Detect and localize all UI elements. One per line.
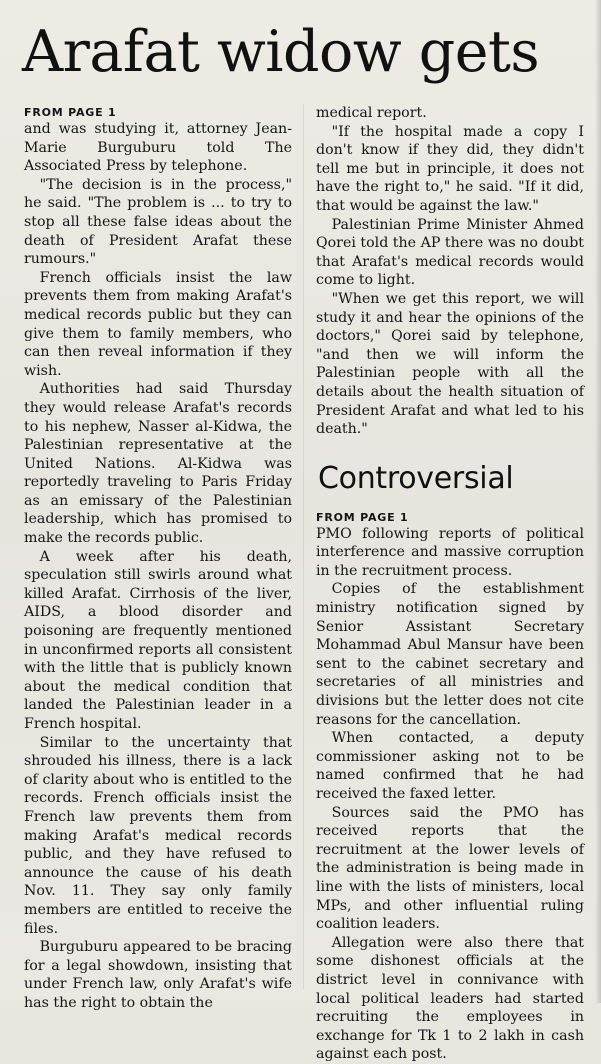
kicker-from-page-1: FROM PAGE 1	[24, 106, 117, 119]
paragraph: Palestinian Prime Minister Ahmed Qorei told the AP there was no doubt that Arafat's medical records would come to light.	[316, 216, 584, 289]
paragraph: "If the hospital made a copy I don't know if they did, they didn't tell me but in principle, it does not have the right to," he said. "If it did, that would be against the law."	[316, 123, 584, 214]
paragraph: When contacted, a deputy commissioner asking not to be named confirmed that he had received the faxed letter.	[316, 730, 584, 802]
paragraph: Similar to the uncertainty that shrouded his illness, there is a lack of clarity about who is entitled to the records. French officials insist the French law prevents them from making Arafat's medical records public, and they have refused to announce the cause of his death Nov. 11. They say only family members are entitled to receive the files.	[24, 734, 292, 937]
paragraph: Burguburu appeared to be bracing for a legal showdown, insisting that under French law, only Arafat's wife has the right to obtain the	[24, 939, 292, 1011]
paragraph: Copies of the establishment ministry notification signed by Senior Assistant Secretary Mohammad Abul Mansur have been sent to the cabinet secretary and secretaries of all ministries and divisions but the letter does not cite reasons for the cancellation.	[316, 581, 584, 728]
paragraph: medical report.	[316, 105, 427, 121]
article-column-left	[24, 104, 292, 1013]
column-divider	[303, 104, 304, 989]
headline-arafat: Arafat widow gets	[22, 19, 540, 85]
paragraph: Sources said the PMO has received reports that the recruitment at the lower levels of the administration is being made in line with the lists of ministers, local MPs, and other influential ruling coalition leaders.	[316, 804, 584, 933]
page-edge-shadow	[595, 0, 601, 1003]
kicker-from-page-1: FROM PAGE 1	[316, 510, 409, 524]
paragraph: French officials insist the law prevents them from making Arafat's medical records public but they can give them to family members, who can then reveal information if they wish.	[24, 269, 292, 379]
paragraph: PMO following reports of political interference and massive corruption in the recruitment process.	[316, 525, 584, 579]
headline-controversial: Controversial	[318, 460, 514, 496]
paragraph: and was studying it, attorney Jean-Marie Burguburu told The Associated Press by telephone.	[24, 121, 292, 175]
paragraph: Allegation were also there that some dishonest officials at the district level in connivance with local political leaders had started recruiting the employees in exchange for Tk 1 to 2 lakh in cash against each post.	[316, 934, 584, 1063]
paragraph: "The decision is in the process," he said. "The problem is ... to try to stop all these false ideas about the death of President Arafat these rumours."	[24, 176, 292, 268]
paragraph: A week after his death, speculation still swirls around what killed Arafat. Cirrhosis of the liver, AIDS, a blood disorder and poisoning are frequently mentioned in unconfirmed reports all consistent with the little that is publicly known about the medical condition that landed the Palestinian leader in a French hospital.	[24, 548, 292, 732]
paragraph: "When we get this report, we will study it and hear the opinions of the doctors," Qorei said by telephone, "and then we will inform the Palestinian people with all the details about the health situation of President Arafat and what led to his death."	[316, 290, 584, 438]
paragraph: Authorities had said Thursday they would release Arafat's records to his nephew, Nasser al-Kidwa, the Palestinian representative at the United Nations. Al-Kidwa was reportedly traveling to Paris Friday as an emissary of the Palestinian leadership, which has promised to make the records public.	[24, 381, 292, 547]
article-column-right	[316, 104, 584, 1064]
